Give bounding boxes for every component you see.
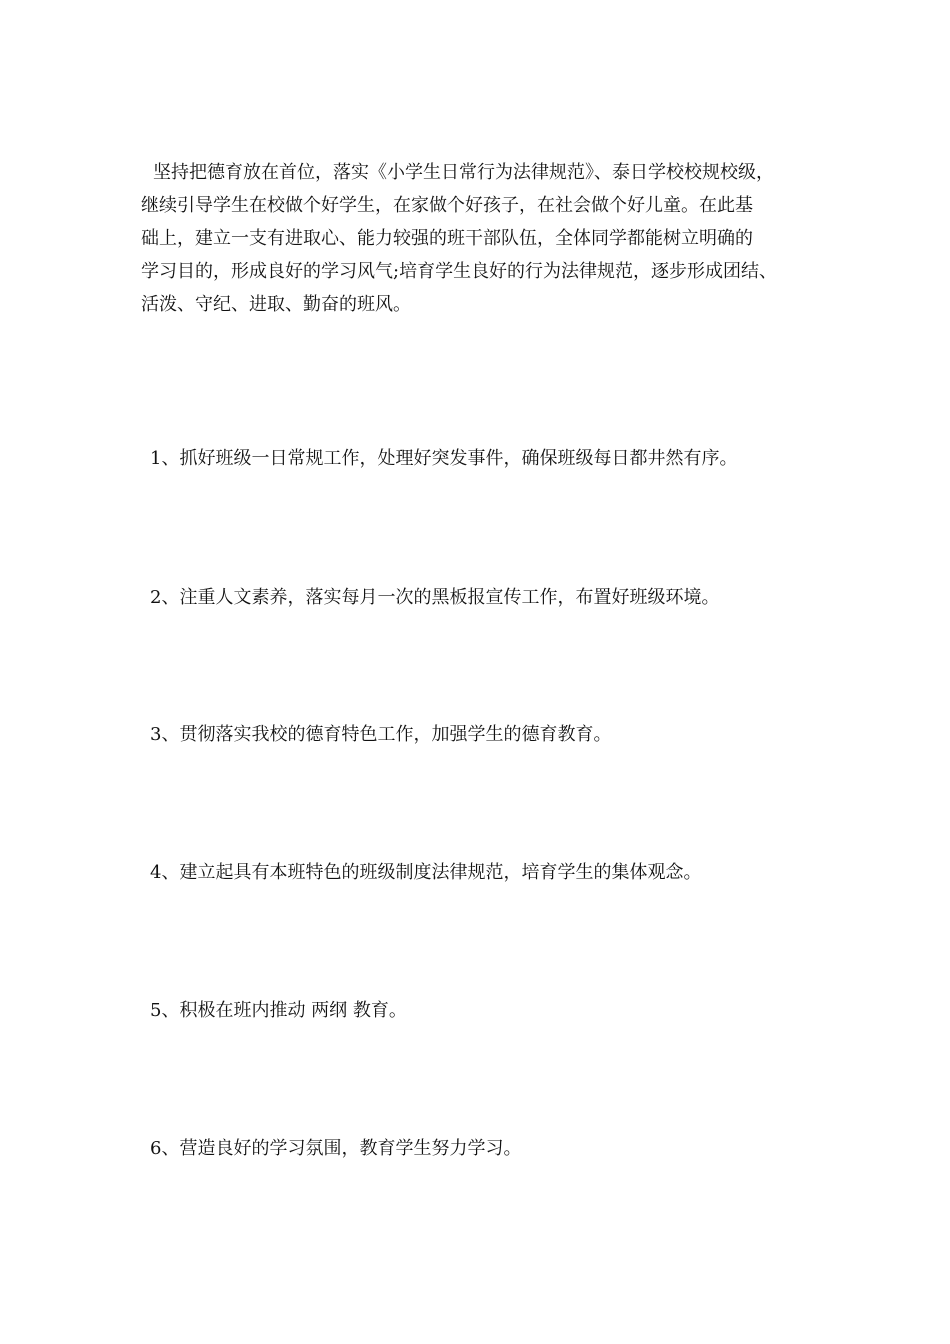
intro-line: 坚持把德育放在首位，落实《小学生日常行为法律规范》、泰日学校校规校级， [153, 162, 774, 183]
list-item-2: 2、注重人文素养，落实每月一次的黑板报宣传工作，布置好班级环境。 [150, 587, 720, 608]
intro-line: 础上，建立一支有进取心、能力较强的班干部队伍，全体同学都能树立明确的 [141, 228, 753, 249]
list-item-4: 4、建立起具有本班特色的班级制度法律规范，培育学生的集体观念。 [150, 862, 702, 883]
intro-line: 继续引导学生在校做个好学生，在家做个好孩子，在社会做个好儿童。在此基 [141, 195, 753, 216]
list-item-5: 5、积极在班内推动 两纲 教育。 [150, 1000, 407, 1021]
list-item-1: 1、抓好班级一日常规工作，处理好突发事件，确保班级每日都井然有序。 [150, 448, 738, 469]
intro-paragraph [141, 156, 841, 321]
intro-line: 活泼、守纪、进取、勤奋的班风。 [141, 294, 411, 315]
list-item-6: 6、营造良好的学习氛围，教育学生努力学习。 [150, 1138, 522, 1159]
intro-line: 学习目的，形成良好的学习风气;培育学生良好的行为法律规范，逐步形成团结、 [141, 261, 778, 282]
list-item-3: 3、贯彻落实我校的德育特色工作，加强学生的德育教育。 [150, 724, 612, 745]
